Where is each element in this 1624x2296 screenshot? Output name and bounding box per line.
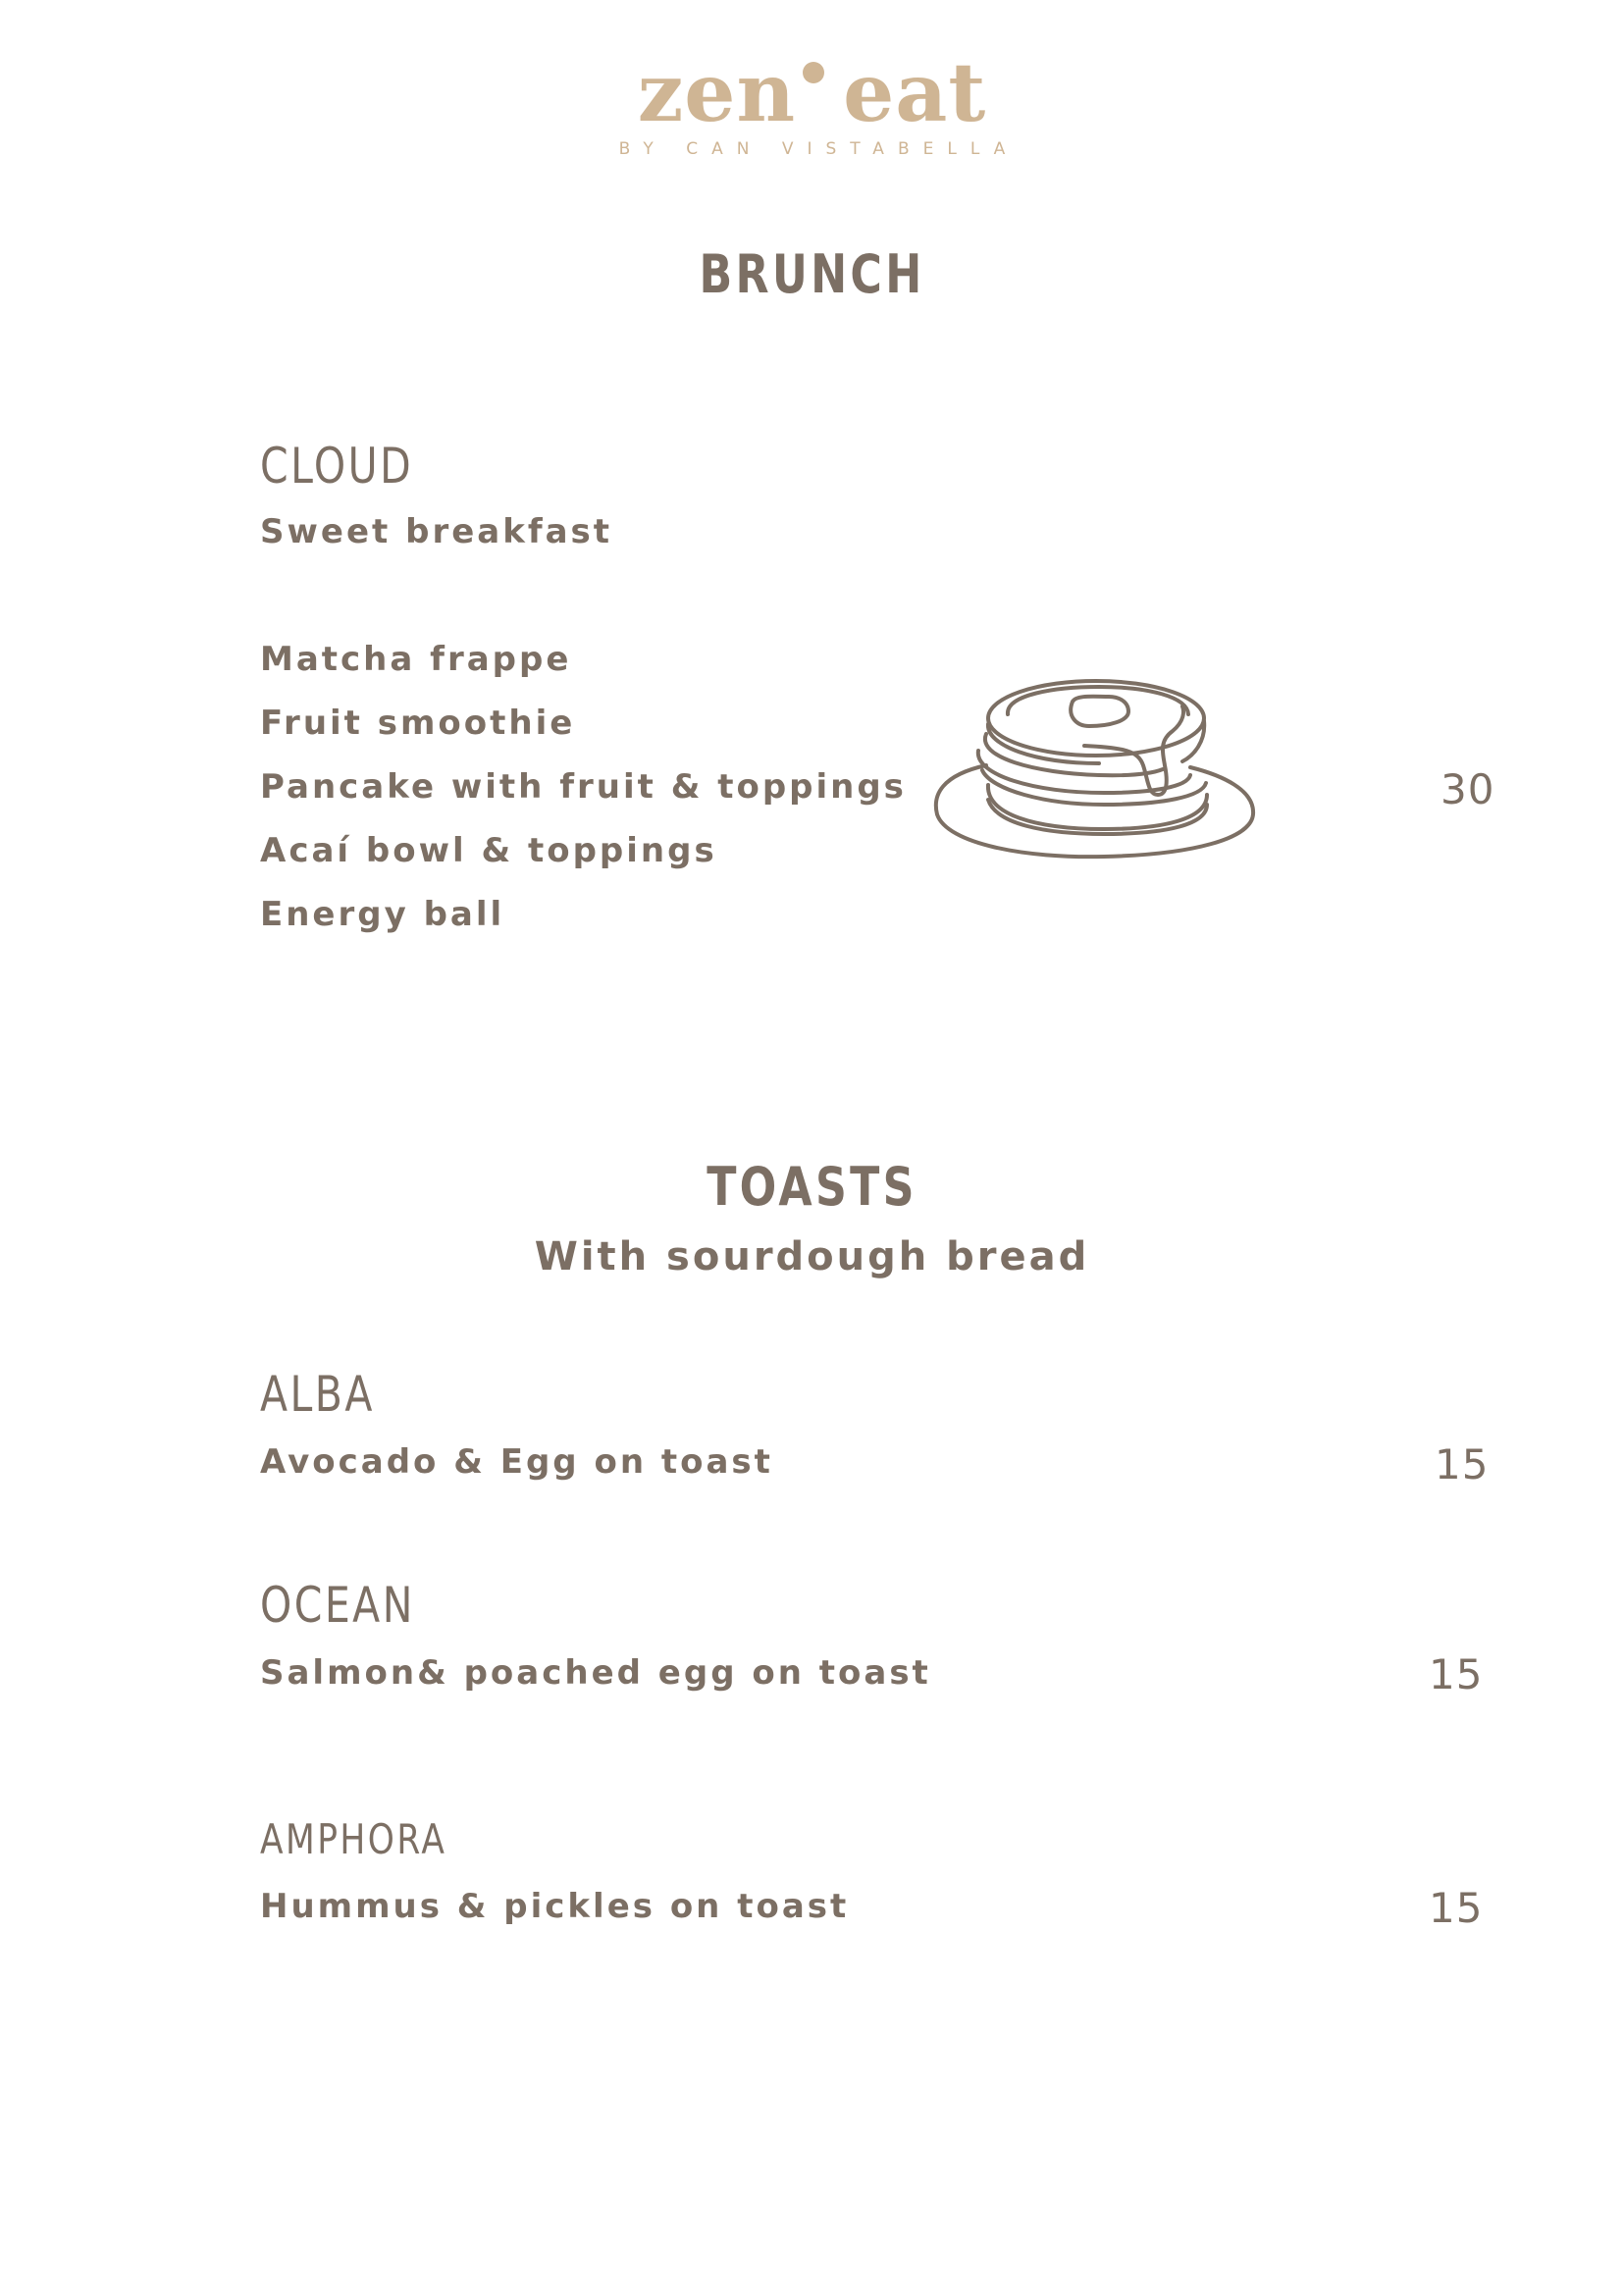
toast-description: Avocado & Egg on toast xyxy=(260,1442,773,1482)
brand-name-right: eat xyxy=(843,46,987,140)
section-title-brunch: BRUNCH xyxy=(699,243,925,305)
set-menu-price: 30 xyxy=(1441,765,1495,813)
brand-wordmark xyxy=(637,46,987,140)
set-menu-item: Fruit smoothie xyxy=(260,704,576,743)
brand-logo xyxy=(0,46,1624,159)
toast-name: AMPHORA xyxy=(260,1815,447,1863)
toast-price: 15 xyxy=(1435,1440,1490,1488)
toast-price: 15 xyxy=(1429,1650,1484,1698)
brand-tagline: BY CAN VISTABELLA xyxy=(618,139,1020,159)
set-menu-item: Matcha frappe xyxy=(260,640,572,679)
set-menu-item: Energy ball xyxy=(260,895,505,934)
section-title-toasts: TOASTS xyxy=(707,1156,917,1218)
set-menu-item: Acaí bowl & toppings xyxy=(260,831,717,870)
toast-name: ALBA xyxy=(260,1366,375,1423)
section-subtitle-toasts: With sourdough bread xyxy=(534,1234,1090,1279)
set-menu-name: CLOUD xyxy=(260,438,414,495)
toast-description: Salmon& poached egg on toast xyxy=(260,1653,931,1693)
toast-description: Hummus & pickles on toast xyxy=(260,1887,850,1926)
set-menu-item: Pancake with fruit & toppings xyxy=(260,767,907,807)
toast-name: OCEAN xyxy=(260,1577,415,1634)
toast-price: 15 xyxy=(1429,1884,1484,1932)
moon-dot-icon xyxy=(800,55,839,94)
pancake-stack-icon xyxy=(927,667,1271,867)
set-menu-subtitle: Sweet breakfast xyxy=(260,512,613,551)
brand-name-left: zen xyxy=(637,46,797,140)
